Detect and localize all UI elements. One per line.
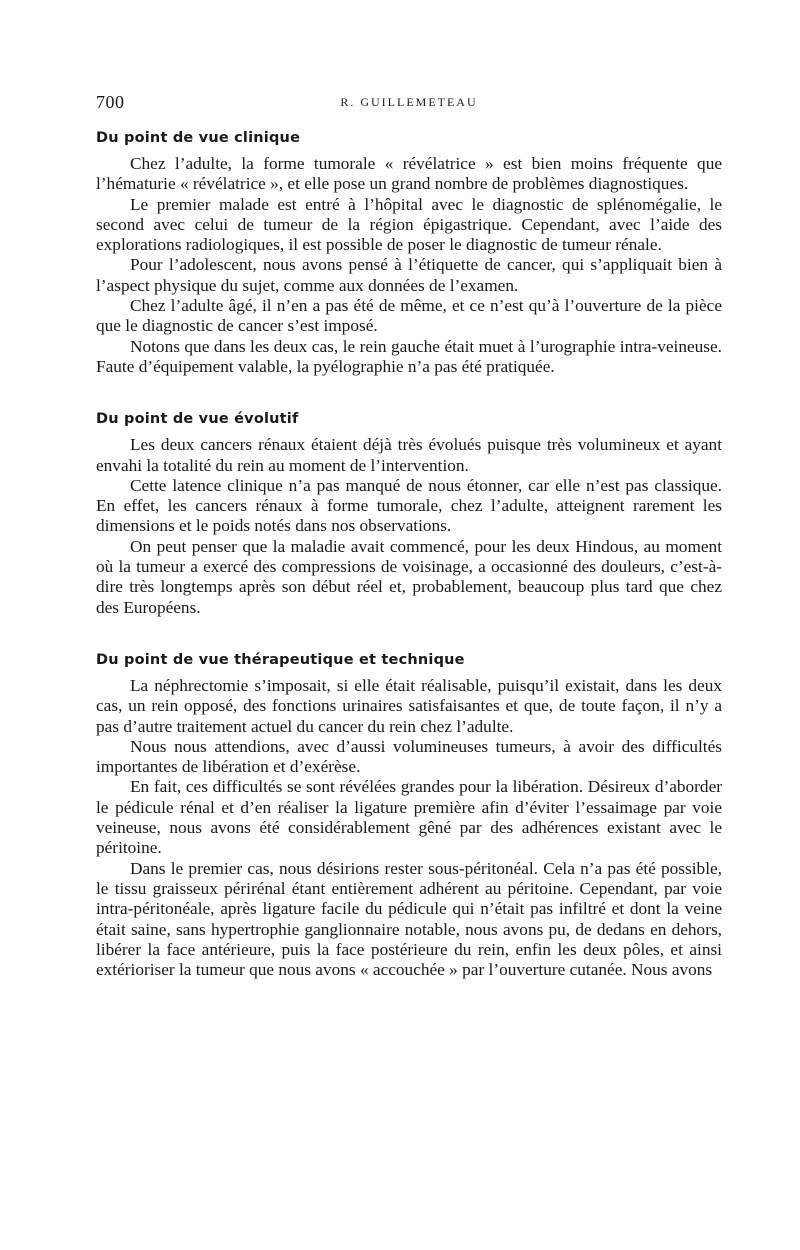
section-therapeutique bbox=[96, 652, 722, 980]
page-number: 700 bbox=[96, 92, 125, 112]
section-evolutif bbox=[96, 411, 722, 618]
paragraph: Chez l’adulte, la forme tumorale « révélatrice » est bien moins fréquente que l’hématurie « révélatrice », et elle pose un grand nombre de problèmes diagnostiques. bbox=[96, 154, 722, 194]
paragraph: Pour l’adolescent, nous avons pensé à l’étiquette de cancer, qui s’appliquait bien à l’aspect physique du sujet, comme aux données de l’examen. bbox=[96, 255, 722, 295]
paragraph: Le premier malade est entré à l’hôpital avec le diagnostic de splénomégalie, le second avec celui de tumeur de la région épigastrique. Cependant, avec l’aide des explorations radiologiques, il est possible de poser le diagnostic de tumeur rénale. bbox=[96, 194, 722, 255]
paragraph: Notons que dans les deux cas, le rein gauche était muet à l’urographie intra-veineuse. Faute d’équipement valable, la pyélographie n’a pas été pratiquée. bbox=[96, 336, 722, 376]
section-clinique bbox=[96, 130, 722, 377]
document-page bbox=[96, 92, 722, 980]
section-heading: Du point de vue thérapeutique et technique bbox=[96, 651, 465, 668]
section-heading: Du point de vue évolutif bbox=[96, 411, 299, 428]
paragraph: Chez l’adulte âgé, il n’en a pas été de même, et ce n’est qu’à l’ouverture de la pièce que le diagnostic de cancer s’est imposé. bbox=[96, 296, 722, 336]
paragraph: Les deux cancers rénaux étaient déjà très évolués puisque très volumineux et ayant envahi la totalité du rein au moment de l’intervention. bbox=[96, 435, 722, 475]
paragraph: En fait, ces difficultés se sont révélées grandes pour la libération. Désireux d’aborder le pédicule rénal et d’en réaliser la ligature première afin d’éviter l’essaimage par voie veineuse, nous avons été considérablement gêné par des adhérences existant avec le péritoine. bbox=[96, 777, 722, 858]
section-heading: Du point de vue clinique bbox=[96, 130, 301, 146]
paragraph: Nous nous attendions, avec d’aussi volumineuses tumeurs, à avoir des difficultés importantes de libération et d’exérèse. bbox=[96, 736, 722, 777]
paragraph: Cette latence clinique n’a pas manqué de nous étonner, car elle n’est pas classique. En effet, les cancers rénaux à forme tumorale, chez l’adulte, atteignent rarement les dimensions et le poids notés dans nos observations. bbox=[96, 475, 722, 536]
running-title: R. GUILLEMETEAU bbox=[340, 95, 478, 109]
paragraph: La néphrectomie s’imposait, si elle était réalisable, puisqu’il existait, dans les deux cas, un rein opposé, des fonctions urinaires satisfaisantes et que, de toute façon, il n’y a pas d’autre traitement actuel du cancer du rein chez l’adulte. bbox=[96, 675, 722, 736]
paragraph: On peut penser que la maladie avait commencé, pour les deux Hindous, au moment où la tumeur a exercé des compressions de voisinage, a occasionné des douleurs, c’est-à-dire très longtemps après son début réel et, probablement, beaucoup plus tard que chez des Européens. bbox=[96, 536, 722, 617]
paragraph: Dans le premier cas, nous désirions rester sous-péritonéal. Cela n’a pas été possible, le tissu graisseux périrénal étant entièrement adhérent au péritoine. Cependant, par voie intra-péritonéale, après ligature facile du pédicule qui n’était pas infiltré et dont la veine était saine, sans hypertrophie ganglionnaire notable, nous avons pu, de dedans en dehors, libérer la face antérieure, puis la face postérieure du rein, enfin les deux pôles, et ainsi extérioriser la tumeur que nous avons « accouchée » par l’ouverture cutanée. Nous avons bbox=[96, 858, 722, 980]
running-header bbox=[96, 92, 722, 120]
